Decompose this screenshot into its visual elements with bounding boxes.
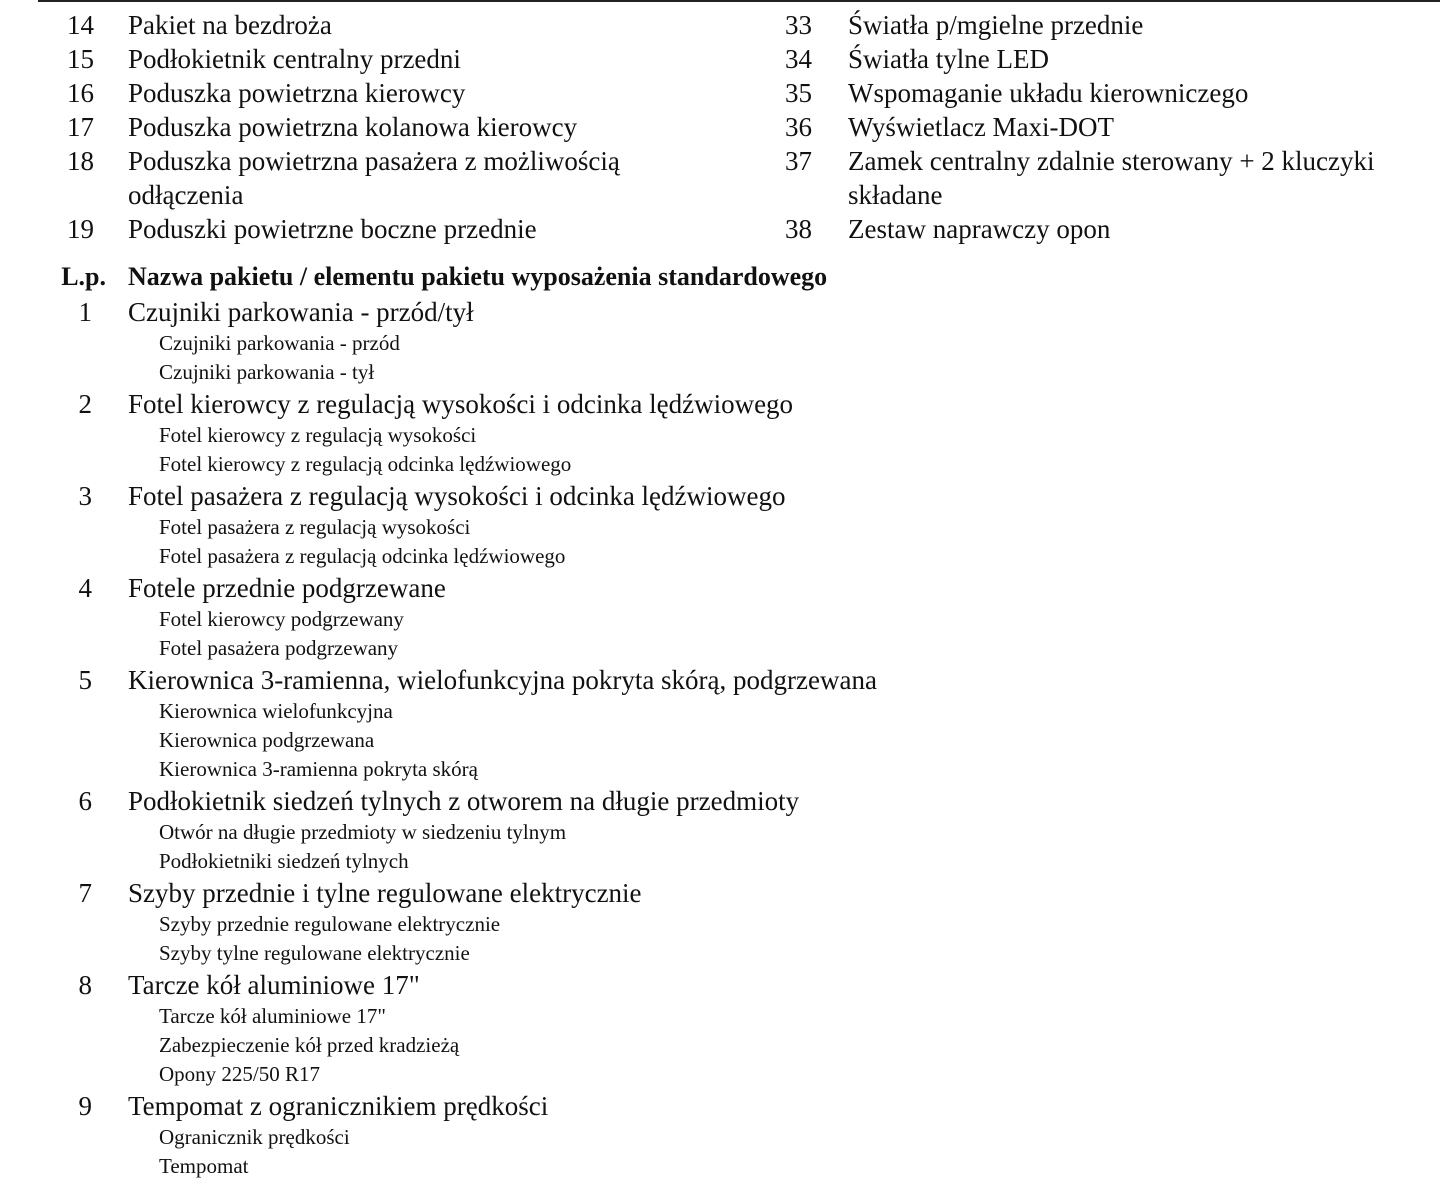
item-number: 15: [67, 44, 94, 74]
item-number: 36: [785, 112, 812, 142]
package-element: Czujniki parkowania - tył: [159, 360, 375, 384]
package-item: [0, 480, 1440, 571]
package-item: [0, 664, 1440, 784]
list-item: [0, 42, 720, 76]
item-text: Wyświetlacz Maxi-DOT: [848, 112, 1115, 142]
package-title: Fotele przednie podgrzewane: [128, 573, 446, 603]
package-element: Tarcze kół aluminiowe 17": [159, 1004, 386, 1028]
item-text: Poduszki powietrzne boczne przednie: [128, 214, 537, 244]
item-text: Światła p/mgielne przednie: [848, 10, 1144, 40]
item-text: Światła tylne LED: [848, 44, 1049, 74]
package-item: [0, 969, 1440, 1089]
item-number: 18: [67, 146, 94, 176]
package-element: Kierownica 3-ramienna pokryta skórą: [159, 757, 478, 781]
item-text: Poduszka powietrzna pasażera z możliwością odłączenia: [128, 146, 620, 210]
list-item: [770, 144, 1440, 212]
item-number: 19: [67, 214, 94, 244]
lp-header: L.p.: [61, 262, 106, 291]
item-text: Poduszka powietrzna kolanowa kierowcy: [128, 112, 578, 142]
item-text: Pakiet na bezdroża: [128, 10, 332, 40]
section-header: [0, 258, 1440, 296]
package-item: [0, 785, 1440, 876]
package-item: [0, 877, 1440, 968]
package-number: 6: [78, 786, 92, 816]
package-number: 5: [78, 665, 92, 695]
package-element: Szyby przednie regulowane elektrycznie: [159, 912, 501, 936]
package-element: Fotel pasażera z regulacją odcinka lędźwiowego: [159, 544, 566, 568]
package-number: 9: [78, 1091, 92, 1121]
item-text: Wspomaganie układu kierowniczego: [848, 78, 1249, 108]
item-number: 17: [67, 112, 94, 142]
item-number: 38: [785, 214, 812, 244]
package-title: Fotel pasażera z regulacją wysokości i odcinka lędźwiowego: [128, 481, 786, 511]
package-title: Kierownica 3-ramienna, wielofunkcyjna pokryta skórą, podgrzewana: [128, 665, 877, 695]
list-item: [770, 42, 1440, 76]
package-element: Zabezpieczenie kół przed kradzieżą: [159, 1033, 460, 1057]
package-element: Fotel kierowcy podgrzewany: [159, 607, 404, 631]
package-element: Podłokietniki siedzeń tylnych: [159, 849, 409, 873]
item-text: Zamek centralny zdalnie sterowany + 2 kluczyki składane: [848, 146, 1375, 210]
list-item: [0, 110, 720, 144]
package-title: Czujniki parkowania - przód/tył: [128, 297, 474, 327]
package-element: Tempomat: [159, 1154, 249, 1178]
package-number: 8: [78, 970, 92, 1000]
item-text: Poduszka powietrzna kierowcy: [128, 78, 466, 108]
item-text: Podłokietnik centralny przedni: [128, 44, 461, 74]
package-element: Opony 225/50 R17: [159, 1062, 321, 1086]
item-number: 35: [785, 78, 812, 108]
package-element: Fotel pasażera z regulacją wysokości: [159, 515, 471, 539]
top-rule: [38, 0, 1440, 2]
package-element: Fotel kierowcy z regulacją odcinka lędźwiowego: [159, 452, 572, 476]
list-item: [770, 8, 1440, 42]
package-element: Szyby tylne regulowane elektrycznie: [159, 941, 470, 965]
list-item: [770, 76, 1440, 110]
package-element: Fotel pasażera podgrzewany: [159, 636, 399, 660]
list-item: [770, 212, 1440, 246]
name-header: Nazwa pakietu / elementu pakietu wyposażenia standardowego: [128, 262, 828, 291]
list-item: [0, 76, 720, 110]
package-title: Fotel kierowcy z regulacją wysokości i odcinka lędźwiowego: [128, 389, 794, 419]
package-number: 1: [78, 297, 92, 327]
package-element: Fotel kierowcy z regulacją wysokości: [159, 423, 477, 447]
package-element: Ogranicznik prędkości: [159, 1125, 350, 1149]
item-number: 14: [67, 10, 94, 40]
package-title: Szyby przednie i tylne regulowane elektrycznie: [128, 878, 642, 908]
package-element: Czujniki parkowania - przód: [159, 331, 400, 355]
package-item: [0, 388, 1440, 479]
package-number: 4: [78, 573, 92, 603]
package-number: 2: [78, 389, 92, 419]
item-number: 37: [785, 146, 812, 176]
package-title: Podłokietnik siedzeń tylnych z otworem na długie przedmioty: [128, 786, 800, 816]
list-item: [0, 212, 720, 246]
list-item: [770, 110, 1440, 144]
list-item: [0, 144, 720, 212]
package-item: [0, 296, 1440, 387]
equipment-list-right: [770, 8, 1440, 246]
item-number: 16: [67, 78, 94, 108]
item-text: Zestaw naprawczy opon: [848, 214, 1111, 244]
package-item: [0, 1090, 1440, 1181]
equipment-list-left: [0, 8, 720, 246]
package-item: [0, 572, 1440, 663]
item-number: 33: [785, 10, 812, 40]
package-title: Tempomat z ogranicznikiem prędkości: [128, 1091, 549, 1121]
item-number: 34: [785, 44, 812, 74]
package-number: 3: [78, 481, 92, 511]
package-element: Kierownica wielofunkcyjna: [159, 699, 393, 723]
package-element: Kierownica podgrzewana: [159, 728, 375, 752]
standard-equipment-packages: [0, 258, 1440, 1182]
package-element: Otwór na długie przedmioty w siedzeniu tylnym: [159, 820, 567, 844]
list-item: [0, 8, 720, 42]
package-number: 7: [78, 878, 92, 908]
package-title: Tarcze kół aluminiowe 17": [128, 970, 420, 1000]
